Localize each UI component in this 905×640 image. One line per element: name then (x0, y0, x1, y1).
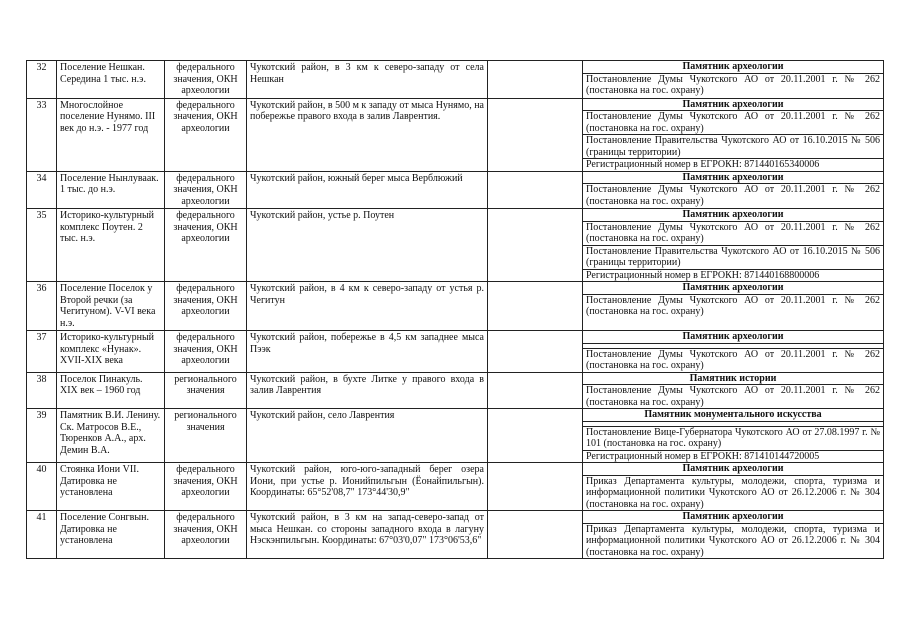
table-row (27, 331, 884, 373)
protection-document: Приказ Департамента культуры, молодежи, спорта, туризма и информационной политики Чукотского АО от 26.12.2006 г. № 304 (постановка на гос. охрану) (586, 475, 880, 510)
protection-documents (583, 98, 884, 171)
object-category: федерального значения, ОКН археологии (165, 98, 247, 171)
monument-type: Памятник монументального искусства (583, 409, 883, 422)
object-location: Чукотский район, в 3 км на запад-северо-запад от мыса Нешкан. со стороны западного входа в лагуну Нэскэнпильгын. Координаты: 67°03'0,07" 173°06'53,6" (247, 511, 488, 559)
blank-cell (488, 409, 583, 463)
protection-document: Регистрационный номер в ЕГРОКН: 871410144720005 (586, 450, 820, 462)
blank-cell (488, 282, 583, 331)
protection-document: Постановление Думы Чукотского АО от 20.11.2001 г. № 262 (постановка на гос. охрану) (583, 222, 883, 246)
table-row (27, 282, 884, 331)
table-row (27, 372, 884, 409)
object-name: Памятник В.И. Ленину. Ск. Матросов В.Е., Тюренков А.А., арх. Демин В.А. (57, 409, 165, 463)
object-category: регионального значения (165, 372, 247, 409)
object-location: Чукотский район, в 3 км к северо-западу от села Нешкан (247, 61, 488, 99)
table-row (27, 463, 884, 511)
protection-documents (583, 331, 884, 373)
blank-cell (488, 372, 583, 409)
monument-type: Памятник археологии (583, 209, 883, 222)
protection-documents (583, 511, 884, 559)
protection-documents (583, 171, 884, 209)
heritage-registry-table (26, 60, 883, 559)
protection-document: Постановление Думы Чукотского АО от 20.11.2001 г. № 262 (постановка на гос. охрану) (586, 73, 880, 96)
object-category: федерального значения, ОКН археологии (165, 61, 247, 99)
protection-documents (583, 61, 884, 99)
object-name: Поселение Поселок у Второй речки (за Чегитуном). V-VI века н.э. (57, 282, 165, 331)
row-number: 34 (27, 171, 57, 209)
object-category: федерального значения, ОКН археологии (165, 463, 247, 511)
blank-cell (488, 171, 583, 209)
protection-documents (583, 372, 884, 409)
object-category: федерального значения, ОКН археологии (165, 331, 247, 373)
object-category: федерального значения, ОКН археологии (165, 282, 247, 331)
protection-documents (583, 409, 884, 463)
object-name: Поселение Сонгвын. Датировка не установлена (57, 511, 165, 559)
protection-document: Постановление Думы Чукотского АО от 20.11.2001 г. № 262 (постановка на гос. охрану) (586, 294, 880, 317)
protection-document: Постановление Правительства Чукотского АО от 16.10.2015 № 506 (границы территории) (583, 135, 883, 159)
object-category: федерального значения, ОКН археологии (165, 209, 247, 282)
monument-type: Памятник археологии (583, 511, 883, 524)
monument-type: Памятник археологии (583, 282, 883, 295)
table-row (27, 409, 884, 463)
object-name: Многослойное поселение Нунямо. III век до н.э. - 1977 год (57, 98, 165, 171)
monument-type: Памятник истории (583, 373, 883, 386)
object-category: федерального значения, ОКН археологии (165, 511, 247, 559)
blank-cell (488, 209, 583, 282)
monument-type: Памятник археологии (583, 99, 883, 112)
protection-documents (583, 282, 884, 331)
row-number: 39 (27, 409, 57, 463)
table-row (27, 98, 884, 171)
row-number: 40 (27, 463, 57, 511)
row-number: 36 (27, 282, 57, 331)
row-number: 37 (27, 331, 57, 373)
row-number: 38 (27, 372, 57, 409)
object-name: Историко-культурный комплекс «Нунак». XVII-XIX века (57, 331, 165, 373)
monument-type: Памятник археологии (583, 463, 883, 476)
protection-document: Постановление Правительства Чукотского АО от 16.10.2015 № 506 (границы территории) (583, 246, 883, 270)
monument-type: Памятник археологии (583, 331, 883, 344)
object-location: Чукотский район, село Лаврентия (247, 409, 488, 463)
object-name: Поселок Пинакуль. XIX век – 1960 год (57, 372, 165, 409)
table-row (27, 171, 884, 209)
object-name: Стоянка Иони VII. Датировка не установлена (57, 463, 165, 511)
object-name: Поселение Нынлуваак. 1 тыс. до н.э. (57, 171, 165, 209)
table-row (27, 61, 884, 99)
blank-cell (488, 463, 583, 511)
object-name: Историко-культурный комплекс Поутен. 2 тыс. н.э. (57, 209, 165, 282)
protection-document: Регистрационный номер в ЕГРОКН: 871440168800006 (586, 269, 820, 281)
object-name: Поселение Нешкан. Середина 1 тыс. н.э. (57, 61, 165, 99)
blank-cell (488, 61, 583, 99)
protection-document: Приказ Департамента культуры, молодежи, спорта, туризма и информационной политики Чукотского АО от 26.12.2006 г. № 304 (постановка на гос. охрану) (586, 523, 880, 558)
row-number: 32 (27, 61, 57, 99)
object-category: регионального значения (165, 409, 247, 463)
protection-document: Постановление Вице-Губернатора Чукотского АО от 27.08.1997 г. № 101 (постановка на гос. охрану) (583, 427, 883, 451)
protection-document: Постановление Думы Чукотского АО от 20.11.2001 г. № 262 (постановка на гос. охрану) (586, 385, 880, 408)
blank-cell (488, 511, 583, 559)
row-number: 41 (27, 511, 57, 559)
monument-type: Памятник археологии (583, 172, 883, 185)
protection-document: Постановление Думы Чукотского АО от 20.11.2001 г. № 262 (постановка на гос. охрану) (586, 184, 880, 207)
object-location: Чукотский район, в бухте Литке у правого входа в залив Лаврентия (247, 372, 488, 409)
blank-cell (488, 98, 583, 171)
object-location: Чукотский район, в 4 км к северо-западу от устья р. Чегитун (247, 282, 488, 331)
protection-document: Постановление Думы Чукотского АО от 20.11.2001 г. № 262 (постановка на гос. охрану) (583, 111, 883, 135)
protection-documents (583, 463, 884, 511)
blank-cell (488, 331, 583, 373)
object-location: Чукотский район, устье р. Поутен (247, 209, 488, 282)
object-location: Чукотский район, юго-юго-западный берег озера Иони, при устье р. Ионийпильгын (Ёонайпильгын). Координаты: 65°52'08,7" 173°44'30,9" (247, 463, 488, 511)
table-row (27, 511, 884, 559)
protection-documents (583, 209, 884, 282)
object-category: федерального значения, ОКН археологии (165, 171, 247, 209)
object-location: Чукотский район, в 500 м к западу от мыса Нунямо, на побережье правого входа в залив Лаврентия. (247, 98, 488, 171)
protection-document: Постановление Думы Чукотского АО от 20.11.2001 г. № 262 (постановка на гос. охрану) (586, 348, 880, 371)
object-location: Чукотский район, южный берег мыса Верблюжий (247, 171, 488, 209)
object-location: Чукотский район, побережье в 4,5 км западнее мыса Пээк (247, 331, 488, 373)
table-row (27, 209, 884, 282)
row-number: 35 (27, 209, 57, 282)
protection-document: Регистрационный номер в ЕГРОКН: 871440165340006 (586, 159, 820, 170)
row-number: 33 (27, 98, 57, 171)
monument-type: Памятник археологии (583, 61, 883, 74)
